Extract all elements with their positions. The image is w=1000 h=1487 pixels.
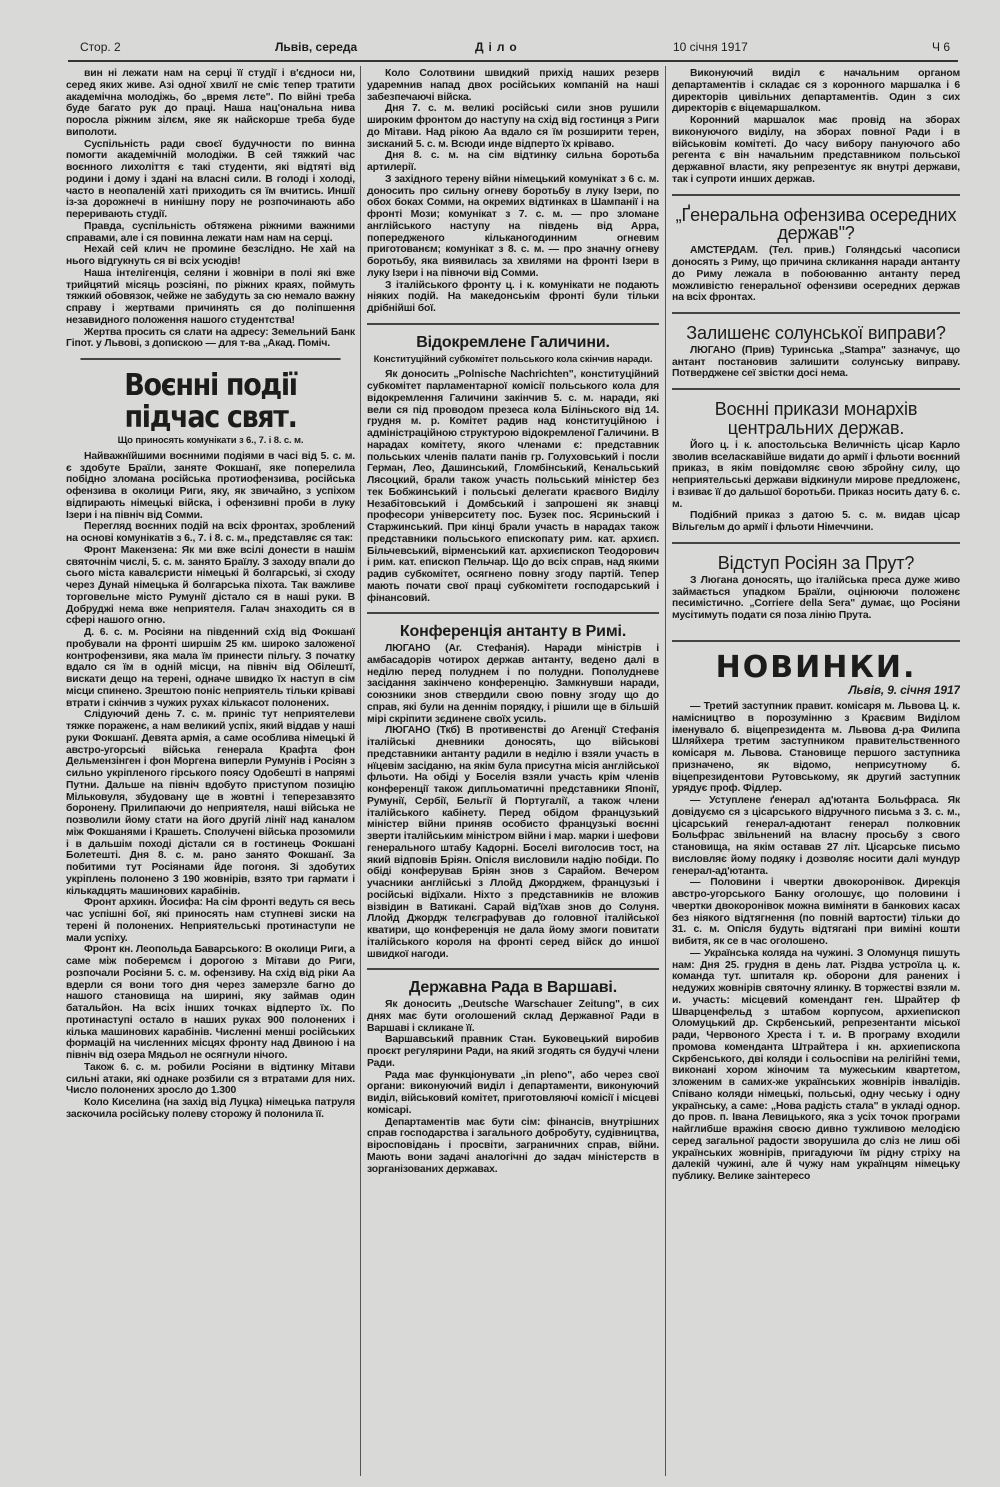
paragraph: Подібний приказ з датою 5. с. м. видав цісар Вільгельм до армії і фльоти Німеччини. — [672, 510, 960, 534]
paragraph: Виконуючий виділ є начальним органом департаментів і складає ся з коронного маршалка і 6 директорів цивільних департаментів. Один з сих директорів є віцемаршалком. — [672, 68, 960, 115]
paragraph: ЛЮГАНО (Ткб) В противенстві до Агенції Стефанія італійські дневники доносять, що військові представники антанту радили в неділю і взяли участь в нїцевім засіданю, на якім була присутна місія англійської фльоти. На обіді у Боселія взяли участь крім членів конференції також дипльоматичні представники Японії, Румунії, Сербії, Бельгії й Португалії, а також члени італійського кабінету. Перед обідом французький міністер війни приняв особисто французькі воєнні зверти італійським міністром війни і мар. марки і шефови генерального штабу Кадорні. Боселі виголосив тост, на який відповів Бріян. Опісля висловили надію побіди. По обіді конферував Бріян знов з Сарайом. Вечером учасники англійські з Ллойд Джорджем, французькі і російські відїхали. Ніхто з представників не вложив візвідин в Ватикані. Сарай від'їхав знов до Солуня. Ллойд Джордж телєграфував до головної італійської кватири, що конференція не дала йому змоги повитати італійського короля на фронті серед війск до иншої швидкої нагоди. — [367, 725, 659, 960]
column-divider — [665, 66, 666, 1476]
paragraph: Коло Киселина (на захід від Луцка) німецька патруля заскочила російську полеву сторожу й полонила її. — [66, 1097, 355, 1120]
column-2 — [367, 68, 659, 1478]
paragraph: Рада має функціонувати „in pleno", або через свої органи: виконуючий виділ і департаменти, виконуючий виділ, військовий комітет, приготовляючі комісії і місцеві комісарі. — [367, 1069, 659, 1116]
paragraph: З Люгана доносять, що італійська преса дуже живо займається упадком Браїли, оцінюючи положенє песимістично. „Corriere della Sera" думає, що Росіяни мусітимуть подати ся поза лінію Прута. — [672, 574, 960, 622]
paragraph: Коло Солотвини швидкий прихід наших резерв ударемнив напад двох російських компаній на наші забезпечаючі війска. — [367, 68, 659, 103]
paragraph: Дня 8. с. м. на сім відтинку сильна боротьба артилерії. — [367, 150, 659, 173]
paragraph: З західного терену війни німецький комунікат з 6 с. м. доносить про сильну огневу боротьбу в луку Ізери, по обох боках Сомми, на окремих відтинках в Шампанії і на фронті Мози; комунікат з 7. с. м. — про зломане англійського наступу на південь від Арра, попередженого кільканогодинним огневим приготованєм; комунікат з 8. с. м. — про значну огневу боротьбу, яка виявилась за хвилями на фронті Ізери в луку Ізери і на півночи від Сомми. — [367, 173, 659, 279]
issue-number: Ч 6 — [932, 40, 951, 54]
issue-date: 10 січня 1917 — [673, 40, 748, 54]
paragraph: — Половини і чвертки двокоронівок. Дирекція австро-угорського Банку оголошує, що половини і чвертки двокоронівок можна виміняти в банкових касах без ніякого відтягнення (по повній вартости) тільки до 31. с. м. Опісля будуть відтягані при виміні кошти вибитя, як се в час оголошено. — [672, 877, 960, 948]
paragraph: З італійського фронту ц. і к. комунікати не подають ніяких подій. На македонськім фронті були тільки дрібнійші бої. — [367, 279, 659, 314]
section-title: НОВИНКИ. — [672, 640, 960, 684]
column-divider — [360, 66, 361, 1476]
paragraph: — Третий заступник правит. комісаря м. Львова Ц. к. намісництво в порозумінню з Краєвим Виділом іменувало б. віцепрезидента м. Львова д-ра Филипа Шляйхера третим заступником правительственного комісаря м. Львова. Становище першого заступника призначено, як відомо, неприсутному б. віцепрезидентови Рутовському, як другий заступник урядує проф. Фідлер. — [672, 701, 960, 795]
paragraph: ЛЮГАНО (Аг. Стефанія). Наради міністрів і амбасадорів чотирох держав антанту, ведено далі в неділю перед полуднем і по полудни. Пополудневе засідання закінчено конференцію. Замкнувши наради, союзники знов ствердили свою повну згоду що до справ, які були на деннім порядку, і рішили ще в більшій мірі скріпити зєдинене своїх усиль. — [367, 643, 659, 725]
paragraph: Найважнїйшими воєнними подіями в часі від 5. с. м. є здобуте Браїли, заняте Фокшанї, яке поперелила побідно зломана російська протиофензива, російська офензива в околици Риги, яку, як звичайно, з успіхом відпирають німецькі війска, і офензивні проби в луку Ізери і на північ від Сомми. — [66, 450, 355, 521]
paragraph: Також 6. с. м. робили Росіяни в відтинку Мітави сильні атаки, які однаке розбили ся з втратами для них. Число полонених зросло до 1.300 — [66, 1061, 355, 1097]
paragraph: ЛЮГАНО (Прив) Туринська „Stampa" зазначує, що антант постановив залишити солунську виправу. Потверджене сеї звістки досі нема. — [672, 344, 960, 380]
article-headline: Воєнні події підчас свят. — [80, 358, 340, 433]
dateline: Львів, 9. січня 1917 — [848, 683, 960, 698]
paragraph: — Уступлене ґенерал ад'ютанта Больфраса. Як довідуємо ся з цісарського відручного письма з 3. с. м., цісарський генерал-адютант генерал полковник Больфрас звільнений на власну просьбу з свого становища, на якім оставав 27 літ. Цісарське письмо висловляє йому подяку і дозволяє носити далі мундур генерал-ад'ютанта. — [672, 795, 960, 877]
paragraph: Жертва просить ся слати на адресу: Земельний Банк Гіпот. у Львові, з допискою — для т-ва „Акад. Поміч. — [66, 326, 355, 350]
page-header — [70, 40, 955, 56]
article-subheading: Конституційний субкомітет польського кола скінчив наради. — [373, 353, 653, 365]
paragraph: вин ні лежати нам на серці її студії і в'єдноси ни, серед яких живе. Азі одної хвилї не сміє тепер тратити академічна молодіжь, бо „время лєте". По війні треба буде багато рук до праці. Наша нац'ональна нива поросла ріжним зілєм, яке як найскорше треба буде виполоти. — [66, 68, 355, 138]
paragraph: Фронт Макензена: Як ми вже всілі донести в нашім святочнім числі, 5. с. м. занято Браїлу. З заходу впали до сього міста кавалєристи німецькі й болгарські, зі сходу через Дунай німецька й болгарська піхота. Так важливе торговельне місто Румунії дістало ся в наші руки. В Добруджі нема вже неприятеля. Галач знаходить ся в сфері нашого огню. — [66, 544, 355, 627]
paragraph: Коронний маршалок має провід на зборах виконуючого виділу, на зборах повної Ради і в військовім комітеті. До часу вибору пануючого або регента є він начальним представником польської державної власти, яку репрезентує як внутрі держави, так і супроти инших держав. — [672, 115, 960, 185]
article-headline: Залишенє солунської виправи? — [672, 312, 960, 343]
paragraph: Фронт архикн. Йосифа: На сім фронті ведуть ся весь час успішні бої, які приносять нам ступневі зиски на терені й полонених. Неприятельські протинаступи не мали успіху. — [66, 897, 355, 944]
article-headline: Державна Рада в Варшаві. — [367, 968, 659, 997]
article-subheading: Що приносять комунікати з 6., 7. і 8. с. м. — [117, 435, 304, 446]
paragraph: Перегляд воєнних подій на всіх фронтах, зроблений на основі комунікатів з 6., 7. і 8. с. м., представляє ся так: — [66, 521, 355, 544]
paragraph: Нехай сей клич не промине безслідно. Не хай на нього відгукнуть ся ві всіх усюдів! — [66, 244, 355, 267]
paragraph: — Українська коляда на чужині. З Оломунця пишуть нам: Дня 25. грудня в день лат. Різдва устроїла ц. к. команда тут. шпиталя кр. оборони для ранених і недужих жовнірів святочну ялинку. В торжестві взяли м. и. участь: місцевий комендант ген. Шрайтер ф Шварценфельд з штабом корпусом, архиепископ Оломуцький др. Скрбенський, репрезентанти міської ради, Червоного Хреста і т. и. В програму входили промова коменданта Штрайтера і кн. архиепископа Скрбенського, дві коляди і сольоспіви на релігійні теми, виконані хором жіночим та мужеським квартетом, зложеним в самих-же українських жовнірів інвалідів. Співано коляди німецькі, польські, одну чеську і одну українську, а саме: „Нова радість стала" в укладі однор. до пров. п. Івана Левицького, яка з усіх точок програми найглибше вражіня своєю дивно тужливою мелодією серед загальної радости зворушила до сліз не лиш обі українських жовнірів, пригадуючи їм рідну стріху на далекій чужині, але й чужу нам українцям німецьку публику. Велике заінтересо — [672, 947, 960, 1183]
paragraph: Фронт кн. Леопольда Баварського: В околици Риги, а саме між поберемєм і дорогою з Мітави до Риги, розпочали Росіяни 5. с. м. офензиву. На схід від ріки Аа вдерли ся вони того дня через замерзле багно до нашого становища на ширині, яку займав один батальйон. На всіх інших точках відперто їх. По протинаступі остало в наших руках 900 полонених і кілька машинових карабінів. Численні менші російських формацій на численних місцях фронту над Двиною і на північ від озера Мядьол не осягнули нічого. — [66, 944, 355, 1061]
paragraph: Правда, суспільність обтяжена ріжними важними справами, але і ся повинна лежати нам нам на серці. — [66, 220, 355, 244]
paragraph: Д. 6. с. м. Росіяни на південний схід від Фокшанї пробували на фронті ширшім 25 км. широко заложеної контрофензиви, яка мала їм принести пільгу. З початку вдало ся їм в одній місци, на північ від Обілештї, вискати дещо на терені, одначе швидко їх наступ в сім місци спинено. Зрештою поніс неприятель тільки кріваві втрати і скінчив з чужих рухах кількасот полонених. — [66, 627, 355, 709]
article-headline: Відокремлене Галичини. — [367, 323, 659, 352]
paragraph: Його ц. і к. апостольська Величність цісар Карло зволив вселаскавійше видати до армії і фльоти воєнний приказ, в якім повідомляє свою збройну силу, що неприятельські держави відкинули мирове предложенє, і взиває її до дальшої боротьби. Приказ носить дату 6. с. м. — [672, 439, 960, 510]
article-headline: Відступ Росіян за Прут? — [672, 542, 960, 573]
paragraph: Як доносить „Deutsche Warschauer Zeitung", в сих днях має бути оголошений склад Державної Ради в Варшаві і скликане її. — [367, 999, 659, 1034]
paragraph: Департаментів має бути сім: фінансів, внутрішних справ господарства і загального добробуту, судівництва, віросповідань і просвіти, заграничних справ, війни. Мають вони задачі аналогічні до задач міністерств в зорганізованих державах. — [367, 1116, 659, 1175]
place-day: Львів, середа — [275, 40, 358, 54]
paragraph: Суспільність ради своєї будучности по винна помогти академічній молодіжи. В сей тяжкий час воєнного лихоліття є такі студенти, які відтяті від родини і дому і здані на власні сили. В голоді і холоді, часто в неопаленій хаті приходить ся їм вчитись. Иншії із-за дорожнечі в нинішну пору не розпочинають або переривають студії. — [66, 138, 355, 220]
paragraph: Дня 7. с. м. великі російські сили знов рушили широким фронтом до наступу на схід від гостинця з Риги до Мітави. Над рікою Аа вдало ся їм розширити терен, зисканий 5. с. м. Всюди инде відперто їх кріваво. — [367, 103, 659, 150]
article-headline: Конференція антанту в Римі. — [367, 612, 659, 641]
column-3 — [672, 68, 960, 1478]
paragraph: Слідуючий день 7. с. м. приніс тут неприятелеви тяжке пораженє, а нам великий успіх, який віддав у наші руки Фокшанї. Девята армія, а саме особлива німецькі й австро-угорські війська генерала Крафта фон Дельмензінген і фон Моргена виперли Румунів і Росіян з сильно укріпленого гірського поясу Одобешті в напрямі Путни. Дальше на північ вдобуто приступом позицію Мільковуля, збудовану ще в жовтні і теперезавзято боронену. Прилипаючи до неприятеля, наші війська не позволили йому стати на його другій лінії над каналом між Фокшанями і Крашеть. Сполучені війська прозомили і в дальшім поході дістали ся в гостинець Фокшані Болетешті. Дня 8. с. м. рано занято Фокшанї. За побитими тут Росіянами йде погоня. Зі здобутих укріплень полонено 3 190 жовнірів, взято три гармати і кількадцять машинових карабінів. — [66, 709, 355, 897]
page-number: Стор. 2 — [80, 40, 121, 54]
paragraph: Варшавський правник Стан. Буковецький виробив проєкт регулярини Ради, на який згодять ся будучі члени Ради. — [367, 1034, 659, 1069]
header-rule — [68, 60, 958, 62]
paragraph: АМСТЕРДАМ. (Тел. прив.) Голяндські часописи доносять з Риму, що причина скликання наради антанту до Риму лежала в побоюванню антанту перед можливістю генеральної офензиви осередних держав на всіх фронтах. — [672, 245, 960, 304]
newspaper-title: Діло — [475, 40, 522, 54]
column-1 — [66, 68, 355, 1478]
paragraph: Наша інтелігенція, селяни і жовніри в полі які вже трийцятий місяць розсіяні, по ріжних краях, поймуть тяжкий обовязок, чейже не забудуть за сю немало важну справу і жертвами причинять ся до поліпшення незавидного положення нашого студентства! — [66, 267, 355, 326]
paragraph: Як доносить „Polnische Nachrichten", конституційний субкомітет парламентарної комісії польського кола для відокремлення Галичини закінчив 5. с. м. наради, які вели ся під проводом презеса кола Біліньского від 14. грудня м. р. Комітет радив над конституційною і адміністраційною структурою відокремленої Галичини. В нарадах комітету, якого членами є: представник польських членів палати панів гр. Голуховський і посли Герман, Лео, Дашинський, Гломбінський, Кенальський Лясоцкий, брали також участь польський міністер без тек Бобжинський і польські делегати краєвого Виділу Незабітовський і Домбський і запрошені як знавці професори університету пос. Бузек пос. Ясриньский і Старжинський. При кінці брали участь в нарадах також представники польського епископату рим. кат. архиєп. Більчевський, вірменський кат. архиєпископ Теодорович і рим. кат. епископ Пельчар. Що до всіх справ, над якими радив субкомітет, осягнено повну згоду партій. Тепер мають почати свої праці субкомітети господарський і фінансовий. — [367, 369, 659, 604]
article-headline: Воєнні прикази монархів центральних держав. — [672, 388, 960, 438]
article-headline: „Ґенеральна офензива осередних держав"? — [672, 194, 960, 244]
